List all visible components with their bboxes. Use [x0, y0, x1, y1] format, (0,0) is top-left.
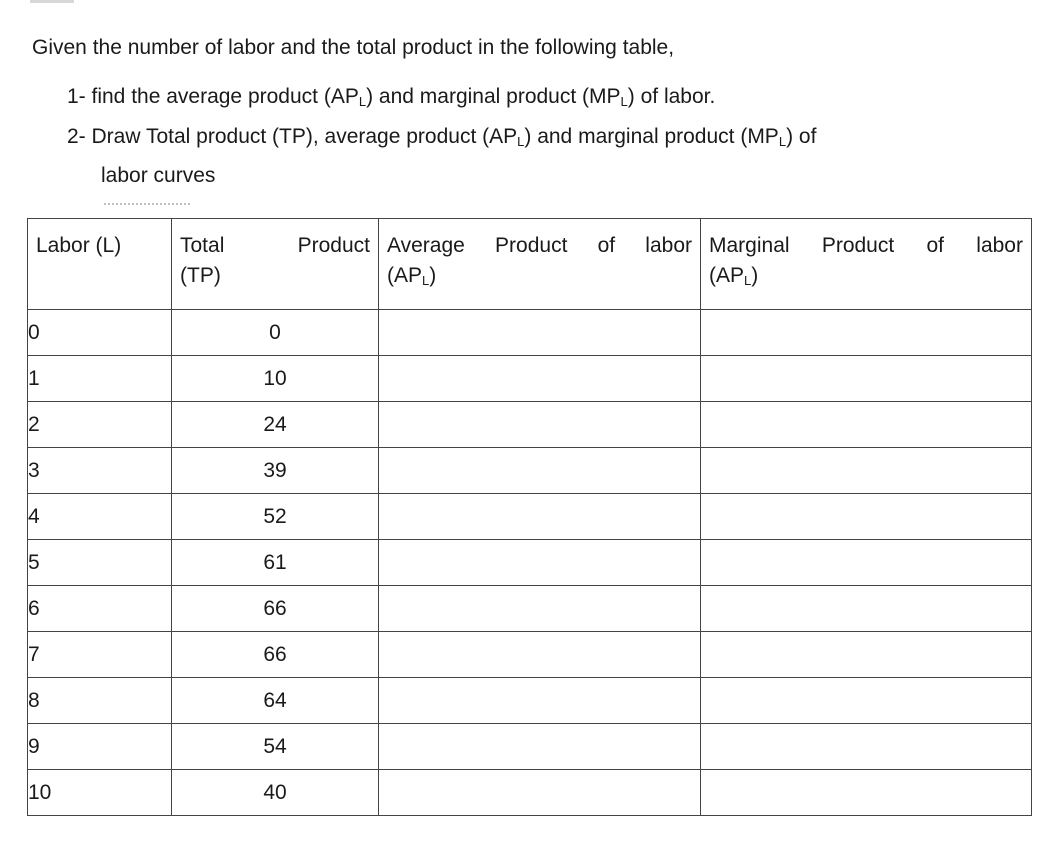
header-apl-word: labor [645, 234, 692, 257]
marginal-product-cell [701, 724, 1032, 770]
total-product-cell: 40 [172, 770, 379, 816]
header-mpl-word: Marginal [709, 234, 790, 257]
marginal-product-cell [701, 356, 1032, 402]
marginal-product-cell [701, 402, 1032, 448]
total-product-cell: 10 [172, 356, 379, 402]
labor-cell: 6 [28, 586, 172, 632]
header-apl-word: of [597, 234, 616, 257]
scan-smudge [104, 203, 190, 215]
total-product-cell: 0 [172, 310, 379, 356]
labor-cell: 10 [28, 770, 172, 816]
task-2-subscript-2: L [778, 134, 787, 149]
table-row [28, 586, 1032, 632]
marginal-product-cell [701, 678, 1032, 724]
labor-cell: 5 [28, 540, 172, 586]
average-product-cell [379, 586, 701, 632]
header-mpl-line-2-prefix: (AP [709, 264, 745, 287]
labor-cell: 7 [28, 632, 172, 678]
average-product-cell [379, 494, 701, 540]
header-apl-line-2-suffix: ) [429, 264, 437, 287]
average-product-cell [379, 540, 701, 586]
header-apl-word: Product [495, 234, 568, 257]
average-product-cell [379, 724, 701, 770]
header-tp-word-2: Product [297, 234, 370, 257]
task-1-subscript-1: L [358, 94, 367, 109]
labor-cell: 3 [28, 448, 172, 494]
header-mpl-word: of [926, 234, 944, 257]
header-tp-line-2: (TP) [180, 264, 221, 287]
total-product-cell: 24 [172, 402, 379, 448]
marginal-product-cell [701, 632, 1032, 678]
table-row [28, 448, 1032, 494]
marginal-product-cell [701, 310, 1032, 356]
marginal-product-cell [701, 586, 1032, 632]
header-marginal-product [701, 219, 1032, 310]
total-product-cell: 52 [172, 494, 379, 540]
task-2-suffix: ) of [786, 125, 817, 148]
labor-cell: 9 [28, 724, 172, 770]
header-apl-subscript: L [422, 273, 430, 288]
total-product-cell: 66 [172, 586, 379, 632]
table-header-row [28, 219, 1032, 310]
header-mpl-line-2-suffix: ) [751, 264, 759, 287]
average-product-cell [379, 356, 701, 402]
task-2-line-2: labor curves [101, 164, 216, 187]
header-mpl-subscript: L [744, 273, 752, 288]
table-row [28, 494, 1032, 540]
task-2-prefix: 2- Draw Total product (TP), average product (AP [67, 125, 518, 148]
labor-cell: 8 [28, 678, 172, 724]
labor-cell: 0 [28, 310, 172, 356]
average-product-cell [379, 310, 701, 356]
marginal-product-cell [701, 540, 1032, 586]
table-row [28, 770, 1032, 816]
marginal-product-cell [701, 770, 1032, 816]
marginal-product-cell [701, 494, 1032, 540]
labor-cell: 1 [28, 356, 172, 402]
table-row [28, 724, 1032, 770]
task-1-subscript-2: L [620, 94, 628, 109]
header-total-product [172, 219, 379, 310]
average-product-cell [379, 678, 701, 724]
task-1-suffix: ) of labor. [627, 85, 716, 108]
total-product-cell: 66 [172, 632, 379, 678]
header-tp-word-1: Total [180, 234, 225, 257]
task-1-mid: ) and marginal product (MP [366, 85, 621, 108]
marginal-product-cell [701, 448, 1032, 494]
header-apl-line-2-prefix: (AP [387, 264, 423, 287]
average-product-cell [379, 770, 701, 816]
table-row [28, 310, 1032, 356]
task-1-prefix: 1- find the average product (AP [67, 85, 359, 108]
table-row [28, 540, 1032, 586]
table-row [28, 402, 1032, 448]
header-labor: Labor (L) [28, 219, 172, 310]
total-product-cell: 61 [172, 540, 379, 586]
total-product-cell: 39 [172, 448, 379, 494]
task-2 [67, 123, 816, 156]
task-2-mid: ) and marginal product (MP [524, 125, 779, 148]
average-product-cell [379, 402, 701, 448]
labor-cell: 2 [28, 402, 172, 448]
task-1 [67, 83, 715, 116]
header-apl-word: Average [387, 234, 465, 257]
header-mpl-word: labor [976, 234, 1023, 257]
table-row [28, 678, 1032, 724]
header-mpl-word: Product [821, 234, 895, 257]
task-2-subscript-1: L [517, 134, 525, 149]
table-row [28, 356, 1032, 402]
table-row [28, 632, 1032, 678]
average-product-cell [379, 448, 701, 494]
total-product-cell: 64 [172, 678, 379, 724]
labor-cell: 4 [28, 494, 172, 540]
average-product-cell [379, 632, 701, 678]
labor-product-table [27, 218, 1032, 816]
page-edge-mark [30, 0, 74, 3]
total-product-cell: 54 [172, 724, 379, 770]
header-average-product [379, 219, 701, 310]
intro-text: Given the number of labor and the total product in the following table, [32, 36, 675, 59]
